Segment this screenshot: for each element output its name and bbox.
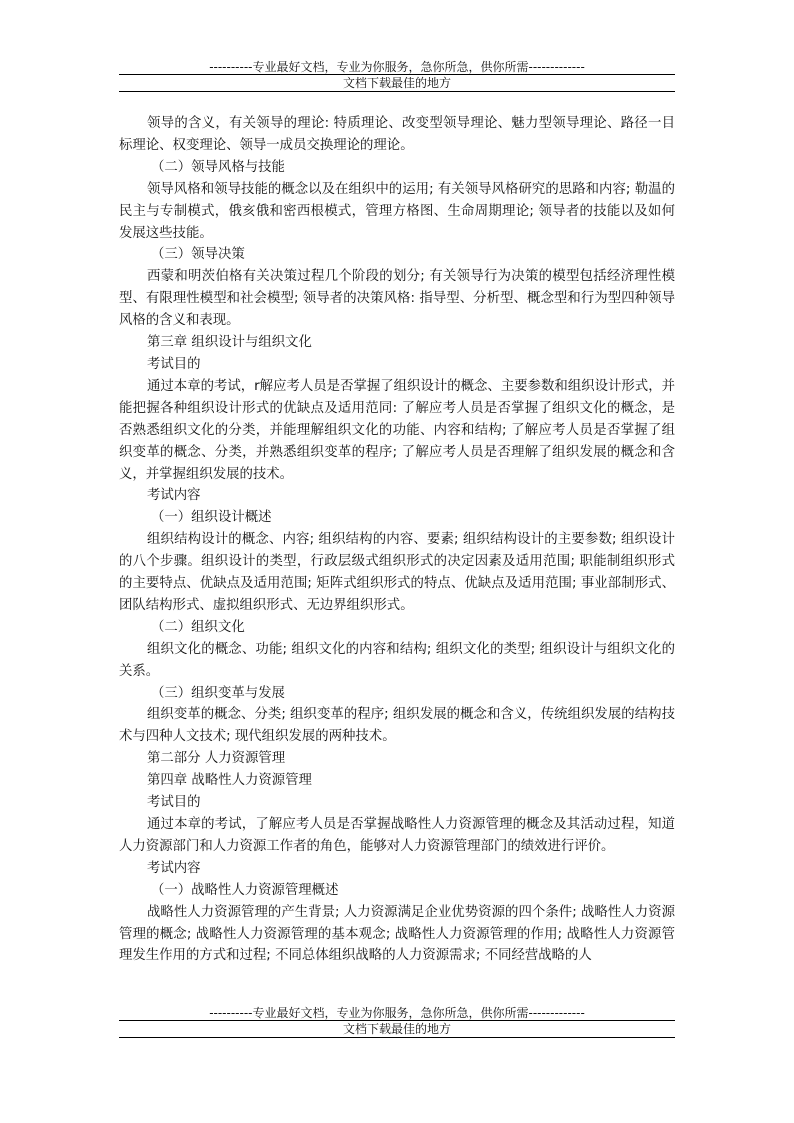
paragraph: 组织变革的概念、分类; 组织变革的程序; 组织发展的概念和含义，传统组织发展的结构技术与四种人文技术; 现代组织发展的两种技术。 bbox=[119, 707, 675, 745]
section-heading: （二）领导风格与技能 bbox=[151, 159, 285, 175]
paragraph: 组织文化的概念、功能; 组织文化的内容和结构; 组织文化的类型; 组织设计与组织文化的关系。 bbox=[119, 641, 675, 679]
paragraph: 通过本章的考试，r解应考人员是否掌握了组织设计的概念、主要参数和组织设计形式，并能把握各种组织设计形式的优缺点及适用范同: 了解应考人员是否掌握了组织文化的概念，是否熟悉组织文化的分类，并能理解组织文化的功能、内容和结构; 了解应考人员是否掌握了组织变革的概念、分类，并熟悉组织变革的程序; 了解应考人员是否理解了组织发展的概念和含义，并掌握组织发展的技术。 bbox=[119, 378, 675, 482]
section-heading: （三）组织变革与发展 bbox=[151, 685, 285, 701]
section-heading: 考试内容 bbox=[147, 860, 201, 876]
section-heading: （三）领导决策 bbox=[151, 247, 245, 263]
section-heading: （一）战略性人力资源管理概述 bbox=[151, 882, 339, 898]
part-heading: 第二部分 人力资源管理 bbox=[147, 751, 286, 767]
page-header bbox=[119, 60, 675, 92]
section-heading: 考试目的 bbox=[147, 356, 201, 372]
footer-rule-thin bbox=[119, 1037, 675, 1038]
header-rule-thin bbox=[119, 91, 675, 92]
section-heading: 考试目的 bbox=[147, 795, 201, 811]
header-subtitle: 文档下载最佳的地方 bbox=[342, 76, 451, 90]
section-heading: （二）组织文化 bbox=[151, 619, 245, 635]
paragraph: 通过本章的考试，了解应考人员是否掌握战略性人力资源管理的概念及其活动过程，知道人力资源部门和人力资源工作者的角色，能够对人力资源管理部门的绩效进行评价。 bbox=[119, 817, 675, 854]
paragraph: 领导风格和领导技能的概念以及在组织中的运用; 有关领导风格研究的思路和内容; 勒温的民主与专制模式，俄亥俄和密西根模式，管理方格图、生命周期理论; 领导者的技能以及如何发展这些技能。 bbox=[119, 181, 675, 241]
page-footer bbox=[119, 1006, 675, 1038]
chapter-heading: 第三章 组织设计与组织文化 bbox=[147, 335, 312, 351]
footer-subtitle: 文档下载最佳的地方 bbox=[342, 1022, 451, 1036]
header-tagline: ----------专业最好文档，专业为你服务，急你所急，供你所需------------- bbox=[209, 60, 585, 74]
paragraph: 战略性人力资源管理的产生背景; 人力资源满足企业优势资源的四个条件; 战略性人力资源管理的概念; 战略性人力资源管理的基本观念; 战略性人力资源管理的作用; 战略性人力资源管理发生作用的方式和过程; 不同总体组织战略的人力资源需求; 不同经营战略的人 bbox=[119, 904, 675, 964]
paragraph: 领导的含义，有关领导的理论: 特质理论、改变型领导理论、魅力型领导理论、路径一目标理论、权变理论、领导一成员交换理论的理论。 bbox=[119, 116, 675, 153]
section-heading: （一）组织设计概述 bbox=[151, 510, 272, 526]
footer-tagline: ----------专业最好文档，专业为你服务，急你所急，供你所需------------- bbox=[209, 1006, 585, 1020]
paragraph: 西蒙和明茨伯格有关决策过程几个阶段的划分; 有关领导行为决策的模型包括经济理性模型、有限理性模型和社会模型; 领导者的决策风格: 指导型、分析型、概念型和行为型四种领导风格的含义和表现。 bbox=[119, 269, 675, 329]
chapter-heading: 第四章 战略性人力资源管理 bbox=[147, 773, 312, 789]
document-body bbox=[119, 113, 675, 967]
paragraph: 组织结构设计的概念、内容; 组织结构的内容、要素; 组织结构设计的主要参数; 组织设计的八个步骤。组织设计的类型，行政层级式组织形式的决定因素及适用范围; 职能制组织形式的主要特点、优缺点及适用范围; 矩阵式组织形式的特点、优缺点及适用范围; 事业部制形式、团队结构形式、虚拟组织形式、无边界组织形式。 bbox=[119, 532, 675, 613]
section-heading: 考试内容 bbox=[147, 488, 201, 504]
